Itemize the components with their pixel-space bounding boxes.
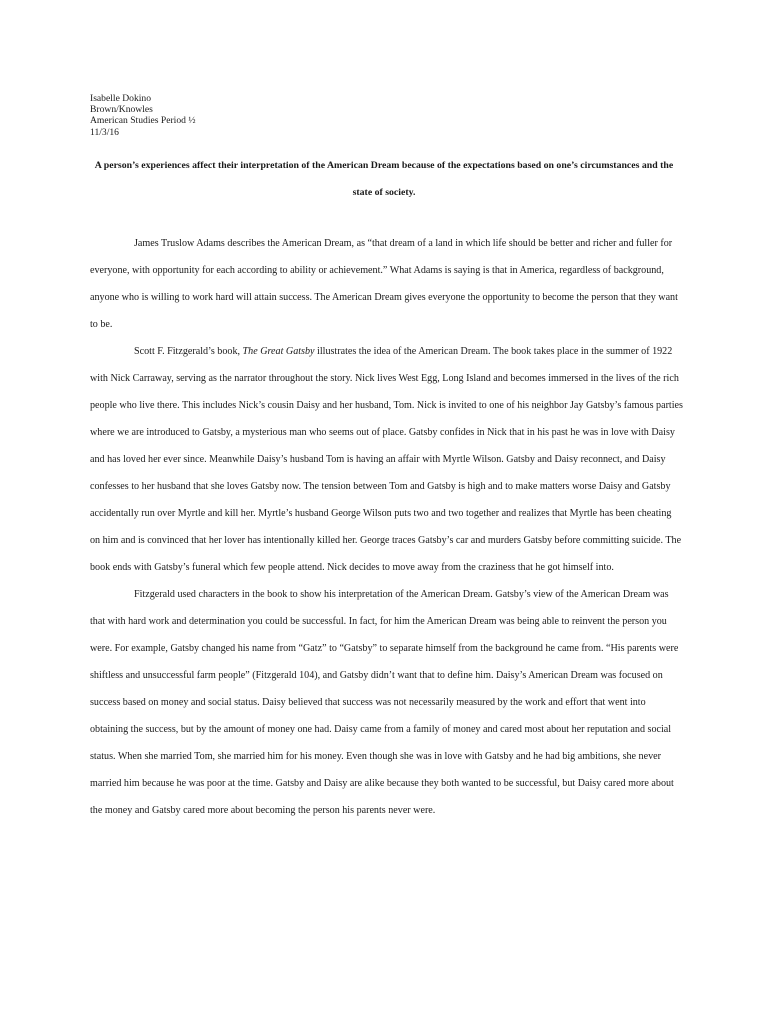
course-name: American Studies Period ½	[90, 115, 196, 127]
thesis-title: A person’s experiences affect their interpretation of the American Dream because of the expectations based on one’s circumstances and the state of society.	[94, 160, 674, 198]
essay-body	[90, 230, 684, 824]
essay-header	[90, 93, 690, 138]
paragraph-1: James Truslow Adams describes the American Dream, as “that dream of a land in which life should be better and richer and fuller for everyone, with opportunity for each according to ability or achievement.” What Adams is saying is that in America, regardless of background, anyone who is willing to work hard will attain success. The American Dream gives everyone the opportunity to become the person that they want to be.	[90, 238, 678, 330]
paragraph-2-rest: illustrates the idea of the American Dream. The book takes place in the summer of 1922 with Nick Carraway, serving as the narrator throughout the story. Nick lives West Egg, Long Island and becomes immersed in the lives of the rich people who live there. This includes Nick’s cousin Daisy and her husband, Tom. Nick is invited to one of his neighbor Jay Gatsby’s famous parties where we are introduced to Gatsby, a mysterious man who seems out of place. Gatsby confides in Nick that in his past he was in love with Daisy and has loved her ever since. Meanwhile Daisy’s husband Tom is having an affair with Myrtle Wilson. Gatsby and Daisy reconnect, and Daisy confesses to her husband that she loves Gatsby now. The tension between Tom and Gatsby is high and to make matters worse Daisy and Gatsby accidentally run over Myrtle and kill her. Myrtle’s husband George Wilson puts two and two together and realizes that Myrtle has been cheating on him and is convinced that her lover has intentionally killed her. George traces Gatsby’s car and murders Gatsby before committing suicide. The book ends with Gatsby’s funeral which few people attend. Nick decides to move away from the craziness that he got himself into.	[90, 346, 683, 573]
student-name: Isabelle Dokino	[90, 93, 152, 104]
essay-date: 11/3/16	[90, 126, 119, 138]
paragraph-2-intro: Scott F. Fitzgerald’s book,	[134, 346, 243, 357]
teacher-names: Brown/Knowles	[90, 104, 153, 116]
paragraph-3: Fitzgerald used characters in the book to show his interpretation of the American Dream. Gatsby’s view of the American Dream was that with hard work and determination you could be successful. In fact, for him the American Dream was being able to reinvent the person you were. For example, Gatsby changed his name from “Gatz” to “Gatsby” to separate himself from the background he came from. “His parents were shiftless and unsuccessful farm people” (Fitzgerald 104), and Gatsby didn’t want that to define him. Daisy’s American Dream was focused on success based on money and social status. Daisy believed that success was not necessarily measured by the work and effort that went into obtaining the success, but by the amount of money one had. Daisy came from a family of money and cared most about her reputation and social status. When she married Tom, she married him for his money. Even though she was in love with Gatsby and he had big ambitions, she never married him because he was poor at the time. Gatsby and Daisy are alike because they both wanted to be successful, but Daisy cared more about the money and Gatsby cared more about becoming the person his parents never were.	[90, 589, 679, 816]
paragraph-2	[90, 338, 684, 581]
book-title: The Great Gatsby	[242, 346, 315, 357]
